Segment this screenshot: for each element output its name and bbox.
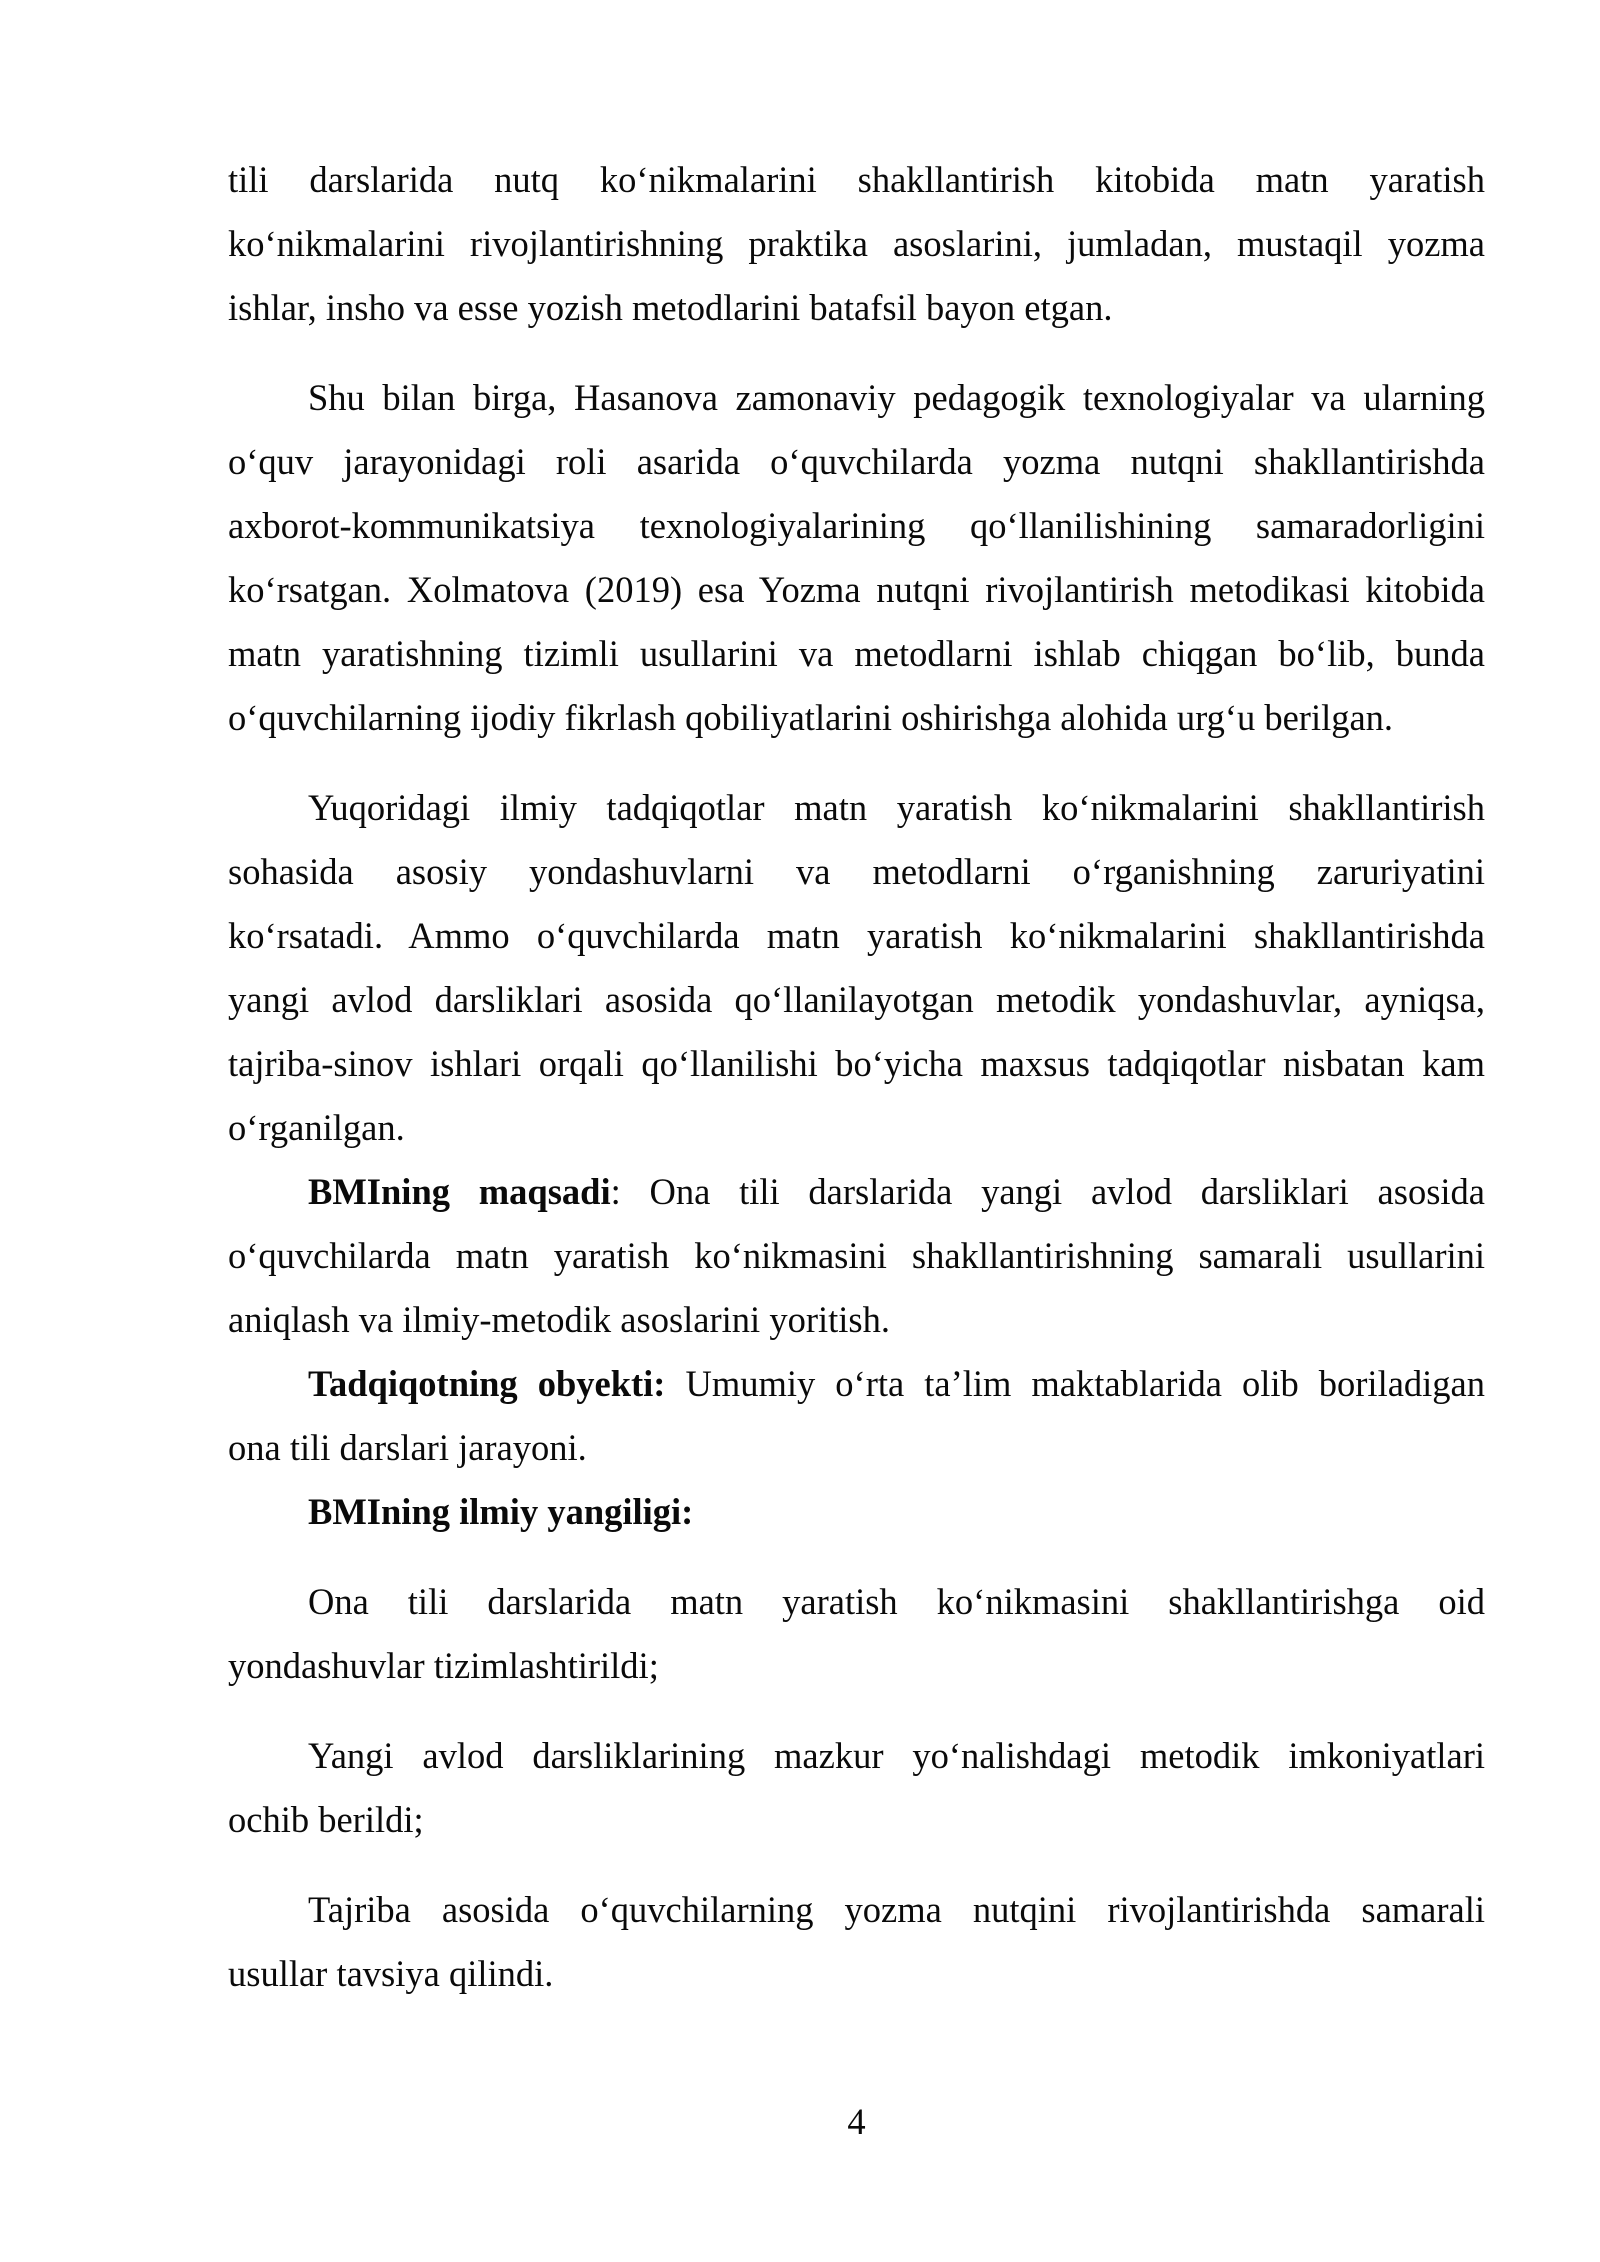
text-line [228, 904, 1485, 968]
text-run: Tajriba asosida o‘quvchilarning yozma nutqini rivojlantirishda samarali [308, 1889, 1485, 1930]
text-line [228, 1032, 1485, 1096]
text-run: ko‘nikmalarini rivojlantirishning praktika asoslarini, jumladan, mustaqil yozma [228, 223, 1485, 264]
text-line [228, 1634, 1485, 1698]
text-run: Ona tili darslarida matn yaratish ko‘nikmasini shakllantirishga oid [308, 1581, 1485, 1622]
text-run: ishlar, insho va esse yozish metodlarini batafsil bayon etgan. [228, 287, 1113, 328]
text-line [228, 1788, 1485, 1852]
text-run: aniqlash va ilmiy-metodik asoslarini yoritish. [228, 1299, 890, 1340]
text-line [228, 840, 1485, 904]
paragraph [228, 1570, 1485, 1698]
text-line [228, 1480, 1485, 1544]
text-line [228, 1160, 1485, 1224]
text-run: ona tili darslari jarayoni. [228, 1427, 587, 1468]
paragraph [228, 1724, 1485, 1852]
bold-heading-run: BMIning maqsadi [308, 1171, 611, 1212]
text-line [228, 1724, 1485, 1788]
text-run: tajriba-sinov ishlari orqali qo‘llanilishi bo‘yicha maxsus tadqiqotlar nisbatan kam [228, 1043, 1485, 1084]
text-run: matn yaratishning tizimli usullarini va metodlarni ishlab chiqgan bo‘lib, bunda [228, 633, 1485, 674]
text-line [228, 366, 1485, 430]
text-run: o‘quvchilarning ijodiy fikrlash qobiliyatlarini oshirishga alohida urg‘u berilgan. [228, 697, 1394, 738]
page-number: 4 [847, 2101, 866, 2142]
text-line [228, 276, 1485, 340]
text-line [228, 430, 1485, 494]
paragraph [228, 776, 1485, 1160]
text-run: axborot-kommunikatsiya texnologiyalarining qo‘llanilishining samaradorligini [228, 505, 1485, 546]
paragraph-bmi-maqsadi [228, 1160, 1485, 1352]
text-line [228, 1942, 1485, 2006]
bold-heading-run: BMIning ilmiy yangiligi: [308, 1491, 694, 1532]
text-run: Umumiy o‘rta ta’lim maktablarida olib boriladigan [665, 1363, 1485, 1404]
paragraph [228, 366, 1485, 750]
text-line [228, 1288, 1485, 1352]
text-line [228, 1224, 1485, 1288]
text-run: Yuqoridagi ilmiy tadqiqotlar matn yaratish ko‘nikmalarini shakllantirish [308, 787, 1485, 828]
text-run: o‘quvchilarda matn yaratish ko‘nikmasini shakllantirishning samarali usullarini [228, 1235, 1485, 1276]
text-run: o‘rganilgan. [228, 1107, 405, 1148]
bold-heading-run: Tadqiqotning obyekti: [308, 1363, 666, 1404]
text-line [228, 968, 1485, 1032]
text-line [228, 494, 1485, 558]
text-line [228, 1878, 1485, 1942]
text-run: tili darslarida nutq ko‘nikmalarini shakllantirish kitobida matn yaratish [228, 159, 1485, 200]
text-run: yangi avlod darsliklari asosida qo‘llanilayotgan metodik yondashuvlar, ayniqsa, [228, 979, 1485, 1020]
text-run: : Ona tili darslarida yangi avlod darsliklari asosida [610, 1171, 1485, 1212]
text-line [228, 1352, 1485, 1416]
text-line [228, 148, 1485, 212]
text-line [228, 622, 1485, 686]
text-run: sohasida asosiy yondashuvlarni va metodlarni o‘rganishning zaruriyatini [228, 851, 1485, 892]
paragraph [228, 148, 1485, 340]
text-line [228, 212, 1485, 276]
text-run: usullar tavsiya qilindi. [228, 1953, 554, 1994]
text-run: ochib berildi; [228, 1799, 424, 1840]
text-run: yondashuvlar tizimlashtirildi; [228, 1645, 659, 1686]
text-line [228, 1570, 1485, 1634]
text-run: ko‘rsatgan. Xolmatova (2019) esa Yozma nutqni rivojlantirish metodikasi kitobida [228, 569, 1485, 610]
paragraph-bmi-yangiligi [228, 1480, 1485, 1544]
text-line [228, 1416, 1485, 1480]
text-run: ko‘rsatadi. Ammo o‘quvchilarda matn yaratish ko‘nikmalarini shakllantirishda [228, 915, 1485, 956]
paragraph [228, 1878, 1485, 2006]
text-run: o‘quv jarayonidagi roli asarida o‘quvchilarda yozma nutqni shakllantirishda [228, 441, 1485, 482]
text-run: Shu bilan birga, Hasanova zamonaviy pedagogik texnologiyalar va ularning [308, 377, 1485, 418]
text-line [228, 686, 1485, 750]
text-line [228, 558, 1485, 622]
text-run: Yangi avlod darsliklarining mazkur yo‘nalishdagi metodik imkoniyatlari [308, 1735, 1485, 1776]
paragraph-tadqiqot-obyekti [228, 1352, 1485, 1480]
text-line [228, 1096, 1485, 1160]
text-line [228, 776, 1485, 840]
